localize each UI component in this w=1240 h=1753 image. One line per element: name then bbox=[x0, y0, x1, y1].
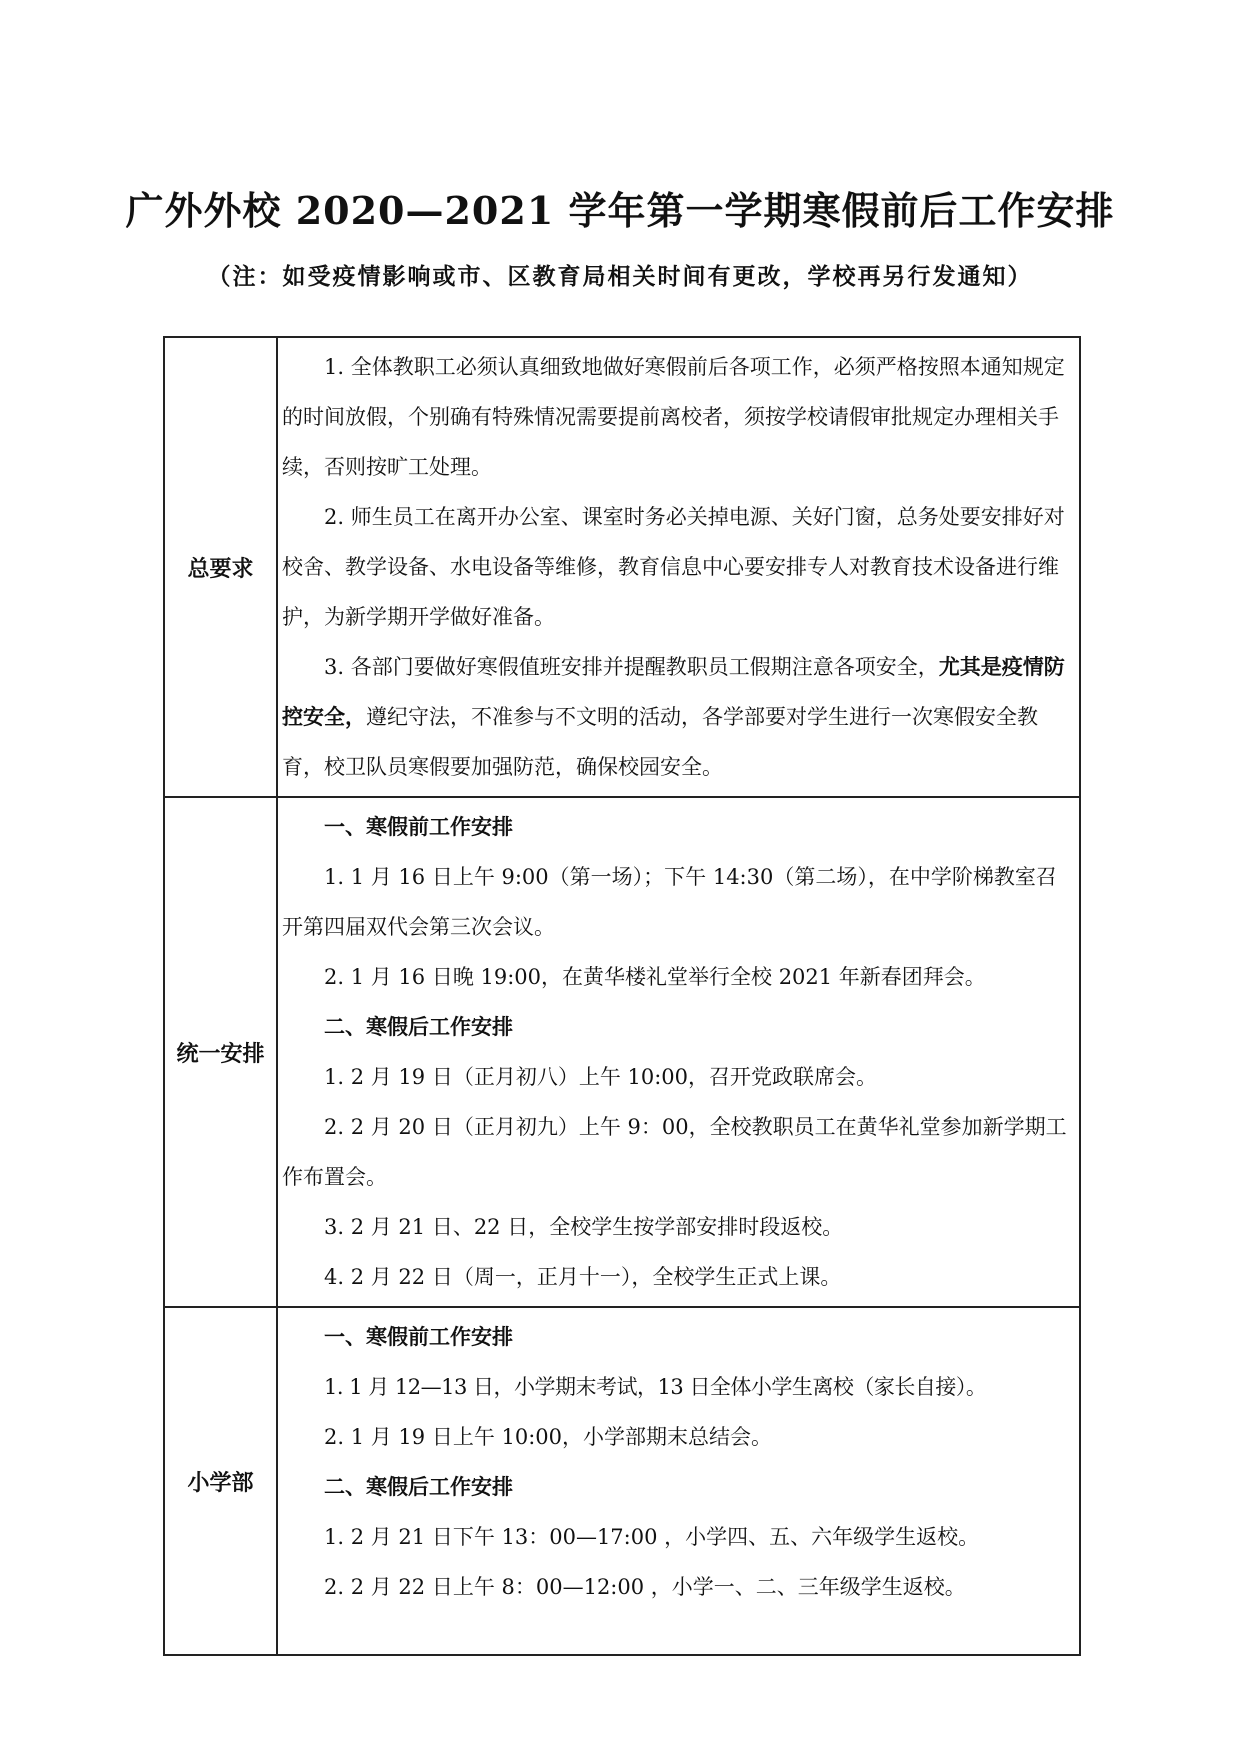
page-subtitle-note: （注：如受疫情影响或市、区教育局相关时间有更改，学校再另行发通知） bbox=[207, 263, 1033, 290]
section-heading-after-break: 二、寒假后工作安排 bbox=[324, 1015, 513, 1039]
table-row-general-requirements bbox=[164, 337, 1080, 797]
row-label-primary-school: 小学部 bbox=[164, 1307, 277, 1655]
unified-after-item-4: 4. 2 月 22 日（周一，正月十一），全校学生正式上课。 bbox=[324, 1265, 842, 1289]
unified-after-item-1: 1. 2 月 19 日（正月初八）上午 10:00，召开党政联席会。 bbox=[324, 1065, 878, 1089]
unified-after-item-3: 3. 2 月 21 日、22 日，全校学生按学部安排时段返校。 bbox=[324, 1215, 844, 1239]
section-heading-before-break: 一、寒假前工作安排 bbox=[324, 815, 513, 839]
schedule-table bbox=[163, 336, 1081, 1656]
unified-before-item-1: 1. 1 月 16 日上午 9:00（第一场）；下午 14:30（第二场），在中学阶梯教室召开第四届双代会第三次会议。 bbox=[282, 865, 1057, 939]
requirement-item-3-text-before: 3. 各部门要做好寒假值班安排并提醒教职员工假期注意各项安全， bbox=[324, 655, 939, 679]
requirement-item-2: 2. 师生员工在离开办公室、课室时务必关掉电源、关好门窗，总务处要安排好对校舍、教学设备、水电设备等维修，教育信息中心要安排专人对教育技术设备进行维护，为新学期开学做好准备。 bbox=[282, 505, 1065, 629]
requirement-item-1: 1. 全体教职工必须认真细致地做好寒假前后各项工作，必须严格按照本通知规定的时间放假，个别确有特殊情况需要提前离校者，须按学校请假审批规定办理相关手续，否则按旷工处理。 bbox=[282, 355, 1065, 479]
section-heading-before-break: 一、寒假前工作安排 bbox=[324, 1325, 513, 1349]
primary-school-content bbox=[277, 1307, 1080, 1655]
requirement-item-3-text-after: 遵纪守法，不准参与不文明的活动，各学部要对学生进行一次寒假安全教育，校卫队员寒假要加强防范，确保校园安全。 bbox=[282, 705, 1038, 779]
requirement-item-3-emphasis: 尤其是疫情防控安全， bbox=[282, 654, 1065, 729]
row-label-general-requirements: 总要求 bbox=[164, 337, 277, 797]
unified-after-item-2: 2. 2 月 20 日（正月初九）上午 9：00，全校教职员工在黄华礼堂参加新学期工作布置会。 bbox=[282, 1115, 1067, 1189]
table-row-primary-school bbox=[164, 1307, 1080, 1655]
primary-after-item-2: 2. 2 月 22 日上午 8：00—12:00 ，小学一、二、三年级学生返校。 bbox=[324, 1575, 966, 1599]
primary-before-item-1: 1. 1 月 12—13 日，小学期末考试，13 日全体小学生离校（家长自接）。 bbox=[324, 1375, 987, 1399]
page-title: 广外外校 2020—2021 学年第一学期寒假前后工作安排 bbox=[125, 188, 1115, 233]
section-heading-after-break: 二、寒假后工作安排 bbox=[324, 1475, 513, 1499]
unified-arrangement-content bbox=[277, 797, 1080, 1307]
unified-before-item-2: 2. 1 月 16 日晚 19:00，在黄华楼礼堂举行全校 2021 年新春团拜会。 bbox=[324, 965, 986, 989]
primary-before-item-2: 2. 1 月 19 日上午 10:00，小学部期末总结会。 bbox=[324, 1425, 773, 1449]
requirement-item-3 bbox=[282, 642, 1073, 792]
primary-after-item-1: 1. 2 月 21 日下午 13：00—17:00 ，小学四、五、六年级学生返校。 bbox=[324, 1525, 980, 1549]
row-label-unified-arrangement: 统一安排 bbox=[164, 797, 277, 1307]
table-row-unified-arrangement bbox=[164, 797, 1080, 1307]
general-requirements-content bbox=[277, 337, 1080, 797]
